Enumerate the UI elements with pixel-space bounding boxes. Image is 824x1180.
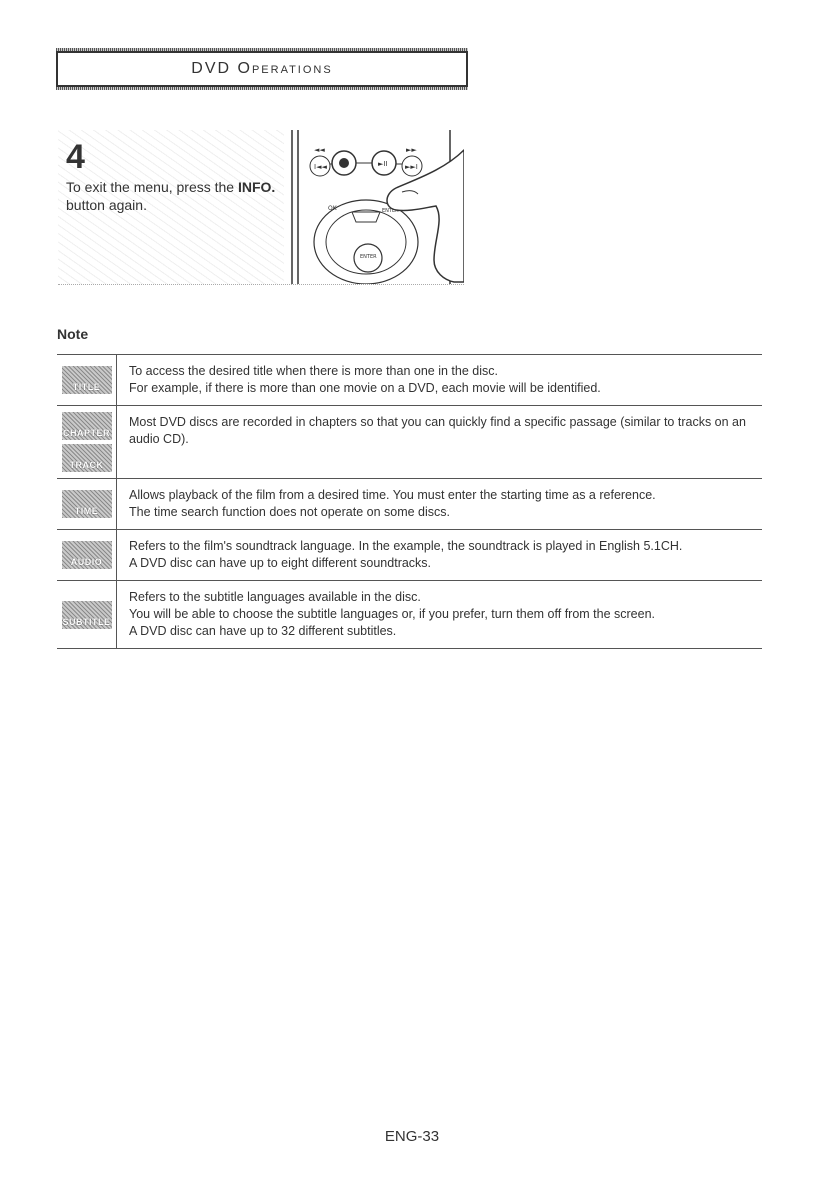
track-icon: TRACK [62,444,112,472]
sub-button-label: OK [328,205,337,212]
note-icon-cell [57,530,117,580]
page-number: ENG-33 [384,1128,440,1145]
navigation-ring [314,200,418,284]
rewind-label: ◄◄ [314,146,325,154]
note-line: To access the desired title when there is more than one in the disc. [129,364,498,378]
step-instruction [66,178,276,214]
step-instruction-area [58,130,284,284]
step-text-before: To exit the menu, press the [66,179,238,195]
enter-label: ENTER [360,254,377,260]
step-panel [58,130,464,285]
note-icon-cell [57,355,117,405]
note-row [57,355,762,406]
note-line: Refers to the film's soundtrack language. In the example, the soundtrack is played in English 5.1CH. [129,539,683,553]
note-text-cell [117,581,762,648]
next-label: ►►I [405,163,418,171]
note-line: A DVD disc can have up to 32 different subtitles. [129,624,397,638]
step-button-name: INFO. [237,179,276,195]
remote-illustration [284,130,464,284]
enter-top-label: ENTER [382,208,399,214]
note-line: Refers to the subtitle languages available in the disc. [129,590,421,604]
play-label: ►II [378,160,388,168]
prev-label: I◄◄ [314,163,327,171]
title-icon: TITLE [62,366,112,394]
note-title: Note [57,326,89,342]
section-title: DVD Operations [191,60,333,77]
step-number: 4 [66,138,85,176]
note-line: Most DVD discs are recorded in chapters so that you can quickly find a specific passage (similar to tracks on an audio CD). [129,415,746,446]
chapter-icon: CHAPTER [62,412,112,440]
note-row [57,530,762,581]
remote-control-illustration [284,130,464,284]
section-header [56,51,468,87]
note-row [57,479,762,530]
note-line: Allows playback of the film from a desired time. You must enter the starting time as a reference. [129,488,656,502]
note-text-cell [117,406,762,478]
note-icon-cell [57,406,117,478]
note-text-cell [117,355,762,405]
note-icon-cell [57,581,117,648]
note-line: A DVD disc can have up to eight different soundtracks. [129,556,432,570]
note-table [57,354,762,649]
audio-icon: AUDIO [62,541,112,569]
step-text-after: button again. [66,197,147,213]
note-line: You will be able to choose the subtitle languages or, if you prefer, turn them off from the screen. [129,607,656,621]
time-icon: TIME [62,490,112,518]
fast-forward-label: ►► [406,146,417,154]
note-line: The time search function does not operate on some discs. [129,505,451,519]
note-row [57,406,762,479]
subtitle-icon: SUBTITLE [62,601,112,629]
note-line: For example, if there is more than one movie on a DVD, each movie will be identified. [129,381,601,395]
note-text-cell [117,530,762,580]
note-icon-cell [57,479,117,529]
note-text-cell [117,479,762,529]
note-row [57,581,762,649]
